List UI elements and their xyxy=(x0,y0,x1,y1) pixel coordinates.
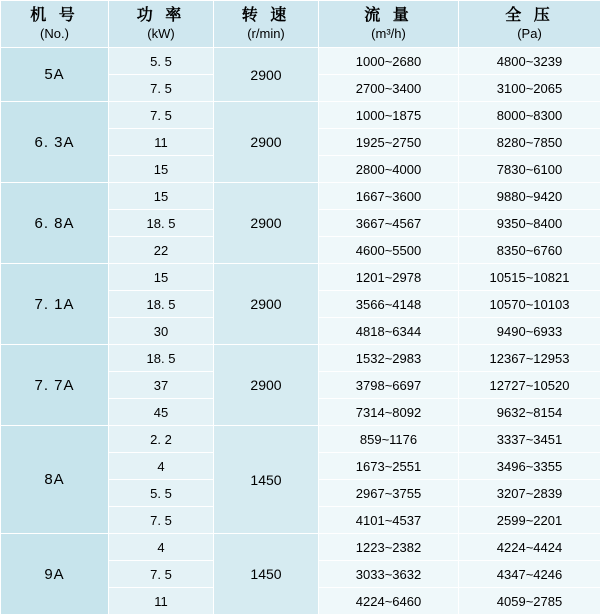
header-no-zh: 机 号 xyxy=(1,6,108,26)
flow-cell: 1667~3600 xyxy=(319,183,459,210)
header-pressure-unit: (Pa) xyxy=(459,26,600,42)
power-cell: 18. 5 xyxy=(109,291,214,318)
header-flow-zh: 流 量 xyxy=(319,6,458,26)
pressure-cell: 12367~12953 xyxy=(459,345,600,372)
pressure-cell: 9632~8154 xyxy=(459,399,600,426)
header-speed-unit: (r/min) xyxy=(214,26,318,42)
pressure-cell: 4347~4246 xyxy=(459,561,600,588)
header-power-unit: (kW) xyxy=(109,26,213,42)
pressure-cell: 9880~9420 xyxy=(459,183,600,210)
header-no-unit: (No.) xyxy=(1,26,108,42)
pressure-cell: 4059~2785 xyxy=(459,588,600,615)
speed-cell: 2900 xyxy=(214,48,319,102)
power-cell: 7. 5 xyxy=(109,75,214,102)
speed-cell: 2900 xyxy=(214,345,319,426)
power-cell: 4 xyxy=(109,453,214,480)
pressure-cell: 3496~3355 xyxy=(459,453,600,480)
power-cell: 11 xyxy=(109,129,214,156)
pressure-cell: 9350~8400 xyxy=(459,210,600,237)
pressure-cell: 3100~2065 xyxy=(459,75,600,102)
pressure-cell: 8280~7850 xyxy=(459,129,600,156)
table-row xyxy=(1,264,600,291)
header-flow-unit: (m³/h) xyxy=(319,26,458,42)
pressure-cell: 8000~8300 xyxy=(459,102,600,129)
table-body xyxy=(1,1,600,615)
header-cell-no xyxy=(1,1,109,48)
flow-cell: 1000~1875 xyxy=(319,102,459,129)
pressure-cell: 10570~10103 xyxy=(459,291,600,318)
flow-cell: 7314~8092 xyxy=(319,399,459,426)
speed-cell: 1450 xyxy=(214,534,319,615)
flow-cell: 3667~4567 xyxy=(319,210,459,237)
flow-cell: 1201~2978 xyxy=(319,264,459,291)
power-cell: 18. 5 xyxy=(109,345,214,372)
power-cell: 37 xyxy=(109,372,214,399)
flow-cell: 1000~2680 xyxy=(319,48,459,75)
flow-cell: 1673~2551 xyxy=(319,453,459,480)
flow-cell: 4101~4537 xyxy=(319,507,459,534)
speed-cell: 2900 xyxy=(214,102,319,183)
header-cell-power xyxy=(109,1,214,48)
flow-cell: 1223~2382 xyxy=(319,534,459,561)
model-no-cell: 5A xyxy=(1,48,109,102)
flow-cell: 1925~2750 xyxy=(319,129,459,156)
header-cell-speed xyxy=(214,1,319,48)
model-no-cell: 6. 8A xyxy=(1,183,109,264)
table-row xyxy=(1,345,600,372)
model-no-cell: 6. 3A xyxy=(1,102,109,183)
pressure-cell: 8350~6760 xyxy=(459,237,600,264)
power-cell: 15 xyxy=(109,156,214,183)
header-cell-pressure xyxy=(459,1,600,48)
power-cell: 7. 5 xyxy=(109,507,214,534)
power-cell: 7. 5 xyxy=(109,561,214,588)
flow-cell: 4818~6344 xyxy=(319,318,459,345)
speed-cell: 1450 xyxy=(214,426,319,534)
table-row xyxy=(1,102,600,129)
model-no-cell: 8A xyxy=(1,426,109,534)
pressure-cell: 2599~2201 xyxy=(459,507,600,534)
power-cell: 4 xyxy=(109,534,214,561)
power-cell: 22 xyxy=(109,237,214,264)
flow-cell: 2700~3400 xyxy=(319,75,459,102)
header-pressure-zh: 全 压 xyxy=(459,6,600,26)
power-cell: 30 xyxy=(109,318,214,345)
pressure-cell: 4800~3239 xyxy=(459,48,600,75)
model-no-cell: 9A xyxy=(1,534,109,615)
flow-cell: 2800~4000 xyxy=(319,156,459,183)
table-row xyxy=(1,48,600,75)
flow-cell: 3566~4148 xyxy=(319,291,459,318)
power-cell: 18. 5 xyxy=(109,210,214,237)
power-cell: 5. 5 xyxy=(109,480,214,507)
flow-cell: 3033~3632 xyxy=(319,561,459,588)
power-cell: 15 xyxy=(109,264,214,291)
flow-cell: 1532~2983 xyxy=(319,345,459,372)
pressure-cell: 3337~3451 xyxy=(459,426,600,453)
table-row xyxy=(1,183,600,210)
pressure-cell: 7830~6100 xyxy=(459,156,600,183)
model-no-cell: 7. 1A xyxy=(1,264,109,345)
table-header-row xyxy=(1,1,600,48)
flow-cell: 4224~6460 xyxy=(319,588,459,615)
power-cell: 2. 2 xyxy=(109,426,214,453)
table-row xyxy=(1,534,600,561)
power-cell: 15 xyxy=(109,183,214,210)
power-cell: 7. 5 xyxy=(109,102,214,129)
pressure-cell: 3207~2839 xyxy=(459,480,600,507)
flow-cell: 859~1176 xyxy=(319,426,459,453)
power-cell: 45 xyxy=(109,399,214,426)
pressure-cell: 10515~10821 xyxy=(459,264,600,291)
header-power-zh: 功 率 xyxy=(109,6,213,26)
flow-cell: 4600~5500 xyxy=(319,237,459,264)
table-row xyxy=(1,426,600,453)
header-cell-flow xyxy=(319,1,459,48)
power-cell: 5. 5 xyxy=(109,48,214,75)
speed-cell: 2900 xyxy=(214,183,319,264)
flow-cell: 2967~3755 xyxy=(319,480,459,507)
power-cell: 11 xyxy=(109,588,214,615)
model-no-cell: 7. 7A xyxy=(1,345,109,426)
pressure-cell: 4224~4424 xyxy=(459,534,600,561)
pressure-cell: 12727~10520 xyxy=(459,372,600,399)
speed-cell: 2900 xyxy=(214,264,319,345)
pressure-cell: 9490~6933 xyxy=(459,318,600,345)
header-speed-zh: 转 速 xyxy=(214,6,318,26)
flow-cell: 3798~6697 xyxy=(319,372,459,399)
